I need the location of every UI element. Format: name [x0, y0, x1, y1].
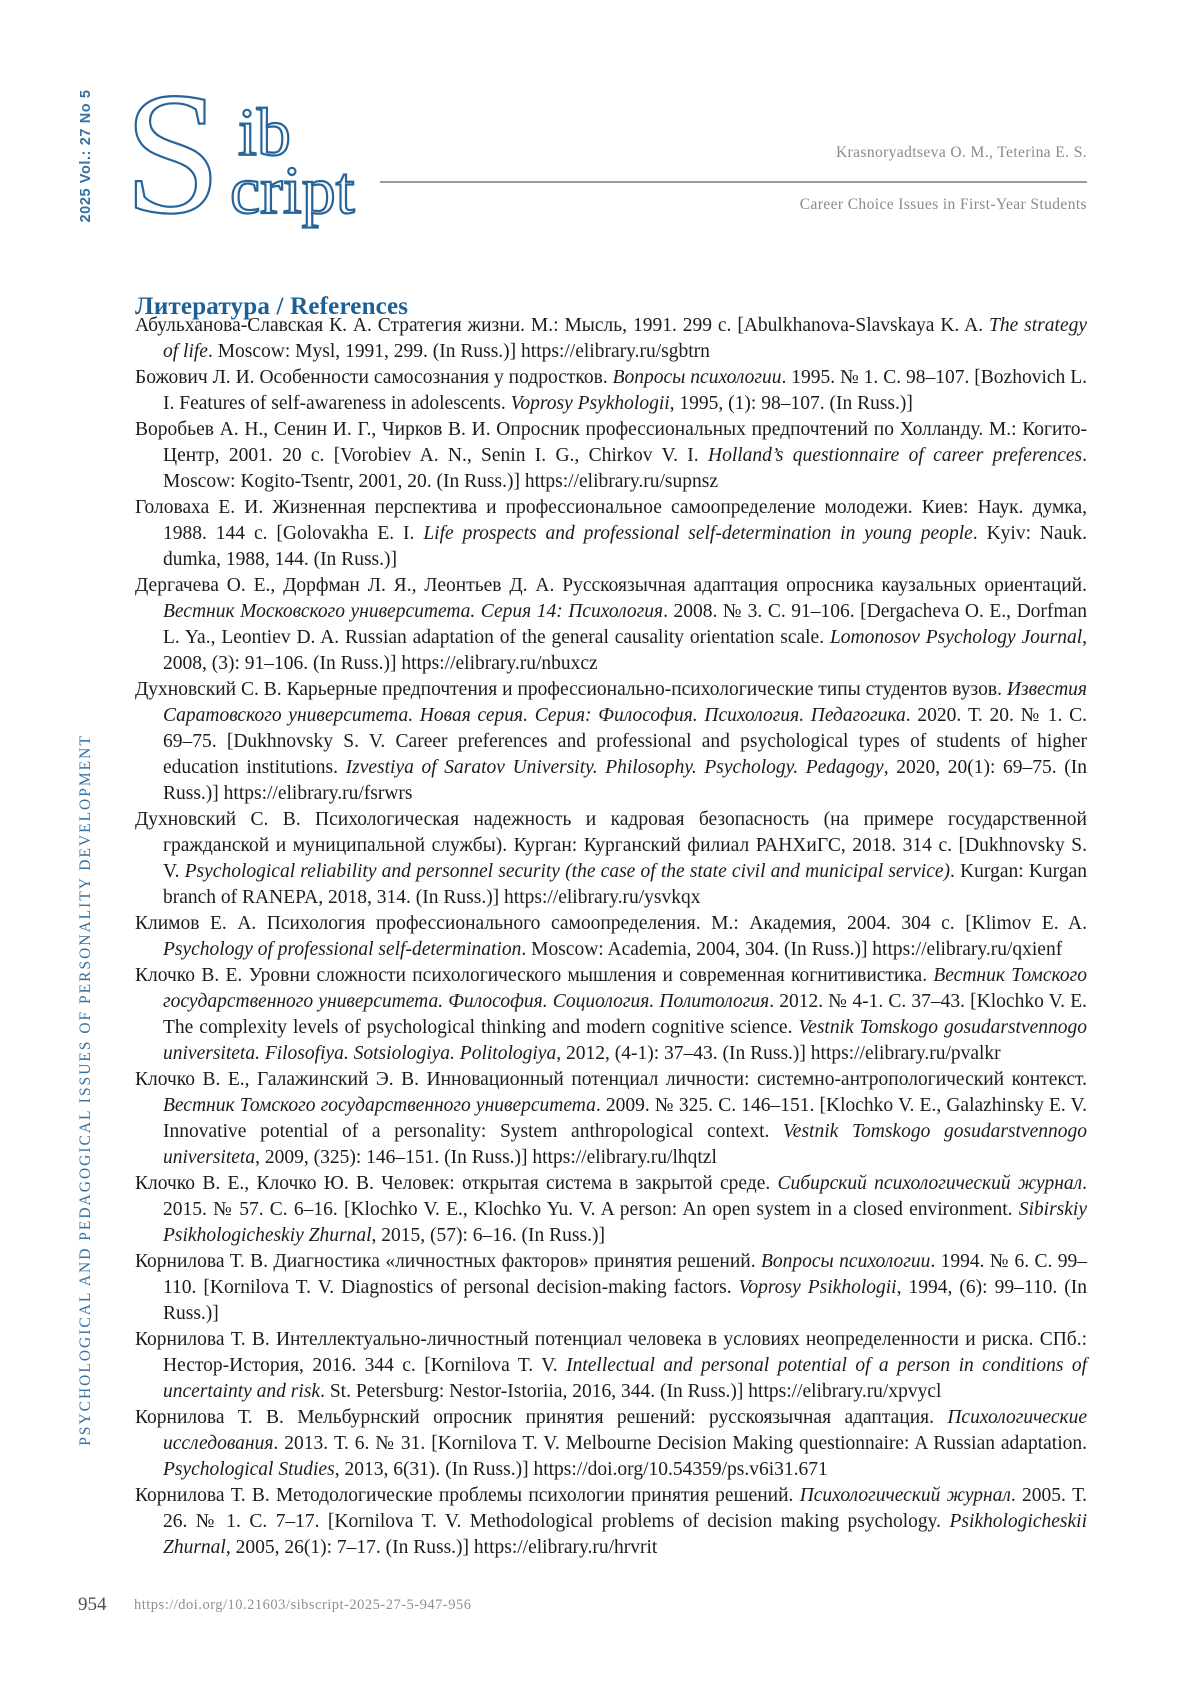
reference-italic-segment: Вестник Московского университета. Серия 14: Психология [163, 601, 664, 622]
reference-text-segment: Корнилова Т. В. Методологические проблемы психологии принятия решений. [135, 1485, 800, 1506]
reference-text-segment: , 1995, (1): 98–107. (In Russ.)] [669, 393, 913, 414]
reference-italic-segment: Voprosy Psykhologii [510, 393, 670, 414]
logo-letter-s: S [124, 56, 222, 250]
reference-italic-segment: Intellectual and personal potential of a person in conditions of uncertainty and risk [163, 1355, 1087, 1402]
references-heading: Литература / References [135, 292, 409, 320]
reference-text-segment: , 2012, (4-1): 37–43. (In Russ.)] https://elibrary.ru/pvalkr [556, 1043, 1001, 1064]
reference-text-segment: Корнилова Т. В. Интеллектуально-личностный потенциал человека в условиях неопределенности и риска. СПб.: Нестор-История, 2016. 344 с. [Kornilova T. V. [135, 1329, 1087, 1376]
reference-item [135, 807, 1087, 911]
reference-item [135, 677, 1087, 807]
reference-item [135, 1483, 1087, 1561]
reference-text-segment: Духновский С. В. Психологическая надежность и кадровая безопасность (на примере государственной гражданской и муниципальной службы). Курган: Курганский филиал РАНХиГС, 2018. 314 с. [Dukhnovsky S. V. [135, 809, 1087, 882]
reference-text-segment: Божович Л. И. Особенности самосознания у подростков. [135, 367, 613, 388]
reference-italic-segment: Сибирский психологический журнал [777, 1173, 1083, 1194]
reference-italic-segment: Sibirskiy Psikhologicheskiy Zhurnal [163, 1199, 1087, 1246]
reference-text-segment: . St. Petersburg: Nestor-Istoriia, 2016, 344. (In Russ.)] https://elibrary.ru/xpvycl [320, 1381, 942, 1402]
reference-item [135, 313, 1087, 365]
logo-text-ib: ib [238, 94, 291, 170]
reference-italic-segment: Психологический журнал [799, 1485, 1011, 1506]
reference-item [135, 963, 1087, 1067]
reference-text-segment: Головаха Е. И. Жизненная перспектива и профессиональное самоопределение молодежи. Киев: Наук. думка, 1988. 144 с. [Golovakha E. I. [135, 497, 1087, 544]
reference-text-segment: . Kurgan: Kurgan branch of RANEPA, 2018, 314. (In Russ.)] https://elibrary.ru/ysvkqx [163, 861, 1087, 908]
running-head-authors: Krasnoryadtseva O. M., Teterina E. S. [835, 144, 1087, 161]
reference-italic-segment: Life prospects and professional self-determination in young people [423, 523, 973, 544]
reference-italic-segment: Вопросы психологии [612, 367, 782, 388]
reference-text-segment: Духновский С. В. Карьерные предпочтения и профессионально-психологические типы студентов вузов. [135, 679, 1007, 700]
reference-item [135, 573, 1087, 677]
reference-text-segment: . 2009. № 325. С. 146–151. [Klochko V. E., Galazhinsky E. V. Innovative potential of a personality: System anthropological context. [163, 1095, 1087, 1142]
reference-text-segment: , 2013, 6(31). (In Russ.)] https://doi.org/10.54359/ps.v6i31.671 [334, 1459, 828, 1480]
reference-text-segment: Дергачева О. Е., Дорфман Л. Я., Леонтьев Д. А. Русскоязычная адаптация опросника каузальных ориентаций. [135, 575, 1087, 596]
reference-item [135, 417, 1087, 495]
reference-text-segment: , 2005, 26(1): 7–17. (In Russ.)] https://elibrary.ru/hrvrit [225, 1537, 658, 1558]
reference-italic-segment: Вопросы психологии [760, 1251, 931, 1272]
reference-italic-segment: Psychological Studies [163, 1459, 335, 1480]
doi-link: https://doi.org/10.21603/sibscript-2025-27-5-947-956 [134, 1597, 472, 1613]
reference-italic-segment: Вестник Томского государственного университета. Философия. Социология. Политология [163, 965, 1087, 1012]
reference-italic-segment: Психологические исследования [163, 1407, 1087, 1454]
reference-item [135, 1327, 1087, 1405]
reference-text-segment: . Moscow: Mysl, 1991, 299. (In Russ.)] https://elibrary.ru/sgbtrn [207, 341, 710, 362]
reference-text-segment: Клочко В. Е., Галажинский Э. В. Инновационный потенциал личности: системно-антропологический контекст. [135, 1069, 1087, 1090]
reference-italic-segment: Psikhologicheskii Zhurnal [163, 1511, 1087, 1558]
logo-text-cript: cript [230, 152, 355, 228]
reference-text-segment: . 2012. № 4-1. С. 37–43. [Klochko V. E. The complexity levels of psychological thinking and modern cognitive science. [163, 991, 1088, 1038]
reference-italic-segment: Izvestiya of Saratov University. Philosophy. Psychology. Pedagogy [345, 757, 884, 778]
reference-text-segment: , 1994, (6): 99–110. (In Russ.)] [163, 1277, 1087, 1324]
references-list [135, 313, 1087, 1561]
reference-item [135, 365, 1087, 417]
reference-item [135, 495, 1087, 573]
section-title-vertical: PSYCHOLOGICAL AND PEDAGOGICAL ISSUES OF PERSONALITY DEVELOPMENT [77, 734, 94, 1446]
reference-item [135, 1067, 1087, 1171]
reference-text-segment: , 2020, 20(1): 69–75. (In Russ.)] https://elibrary.ru/fsrwrs [163, 757, 1087, 804]
reference-italic-segment: Известия Саратовского университета. Новая серия. Серия: Философия. Психология. Педагогика [163, 679, 1087, 726]
reference-italic-segment: Voprosy Psikhologii [738, 1277, 897, 1298]
reference-text-segment: . Kyiv: Nauk. dumka, 1988, 144. (In Russ.)] [163, 523, 1088, 570]
reference-text-segment: Клочко В. Е., Клочко Ю. В. Человек: открытая система в закрытой среде. [135, 1173, 778, 1194]
reference-text-segment: . Moscow: Kogito-Tsentr, 2001, 20. (In Russ.)] https://elibrary.ru/supnsz [163, 445, 1087, 492]
running-head-article-title: Career Choice Issues in First-Year Students [799, 196, 1087, 213]
reference-italic-segment: Holland’s questionnaire of career preferences [707, 445, 1083, 466]
reference-text-segment: , 2009, (325): 146–151. (In Russ.)] https://elibrary.ru/lhqtzl [255, 1147, 717, 1168]
reference-text-segment: Корнилова Т. В. Мельбурнский опросник принятия решений: русскоязычная адаптация. [135, 1407, 948, 1428]
reference-item [135, 1171, 1087, 1249]
reference-italic-segment: Vestnik Tomskogo gosudarstvennogo universiteta [163, 1121, 1088, 1168]
reference-item [135, 911, 1087, 963]
reference-text-segment: . 2008. № 3. С. 91–106. [Dergacheva O. E., Dorfman L. Ya., Leontiev D. A. Russian adaptation of the general causality orientation scale. [163, 601, 1087, 648]
reference-text-segment: , 2008, (3): 91–106. (In Russ.)] https://elibrary.ru/nbuxcz [163, 627, 1087, 674]
reference-text-segment: . 1995. № 1. С. 98–107. [Bozhovich L. I. Features of self-awareness in adolescents. [163, 367, 1087, 414]
reference-italic-segment: Psychology of professional self-determination [163, 939, 522, 960]
reference-text-segment: . Moscow: Academia, 2004, 304. (In Russ.)] https://elibrary.ru/qxienf [521, 939, 1063, 960]
reference-text-segment: . 1994. № 6. С. 99–110. [Kornilova T. V. Diagnostics of personal decision-making factors. [163, 1251, 1088, 1298]
reference-italic-segment: Lomonosov Psychology Journal [829, 627, 1083, 648]
reference-text-segment: Клочко В. Е. Уровни сложности психологического мышления и современная когнитивистика. [135, 965, 934, 986]
reference-italic-segment: Vestnik Tomskogo gosudarstvennogo universiteta. Filosofiya. Sotsiologiya. Politologiya [163, 1017, 1088, 1064]
reference-text-segment: . 2020. Т. 20. № 1. С. 69–75. [Dukhnovsky S. V. Career preferences and professional and psychological types of students of higher education institutions. [163, 705, 1087, 778]
reference-italic-segment: Psychological reliability and personnel security (the case of the state civil and municipal service) [184, 861, 951, 882]
reference-text-segment: Корнилова Т. В. Диагностика «личностных факторов» принятия решений. [135, 1251, 761, 1272]
reference-text-segment: Воробьев А. Н., Сенин И. Г., Чирков В. И. Опросник профессиональных предпочтений по Холланду. М.: Когито-Центр, 2001. 20 с. [Vorobiev A. N., Senin I. G., Chirkov V. I. [135, 419, 1087, 466]
reference-item [135, 1405, 1087, 1483]
reference-italic-segment: The strategy of life [163, 315, 1087, 362]
reference-text-segment: , 2015, (57): 6–16. (In Russ.)] [371, 1225, 605, 1246]
header-divider-line [380, 181, 1087, 183]
volume-issue-label: 2025 Vol.: 27 No 5 [78, 89, 94, 223]
reference-text-segment: . 2005. Т. 26. № 1. С. 7–17. [Kornilova T. V. Methodological problems of decision making psychology. [163, 1485, 1087, 1532]
page-number: 954 [78, 1594, 107, 1615]
reference-text-segment: . 2015. № 57. С. 6–16. [Klochko V. E., Klochko Yu. V. A person: An open system in a closed environment. [163, 1173, 1087, 1220]
reference-item [135, 1249, 1087, 1327]
reference-text-segment: Абульханова-Славская К. А. Стратегия жизни. М.: Мысль, 1991. 299 с. [Abulkhanova-Slavskaya K. A. [135, 315, 990, 336]
reference-italic-segment: Вестник Томского государственного университета [163, 1095, 596, 1116]
reference-text-segment: Климов Е. А. Психология профессионального самоопределения. М.: Академия, 2004. 304 с. [Klimov E. A. [135, 913, 1087, 934]
reference-text-segment: . 2013. Т. 6. № 31. [Kornilova T. V. Melbourne Decision Making questionnaire: A Russian adaptation. [273, 1433, 1087, 1454]
